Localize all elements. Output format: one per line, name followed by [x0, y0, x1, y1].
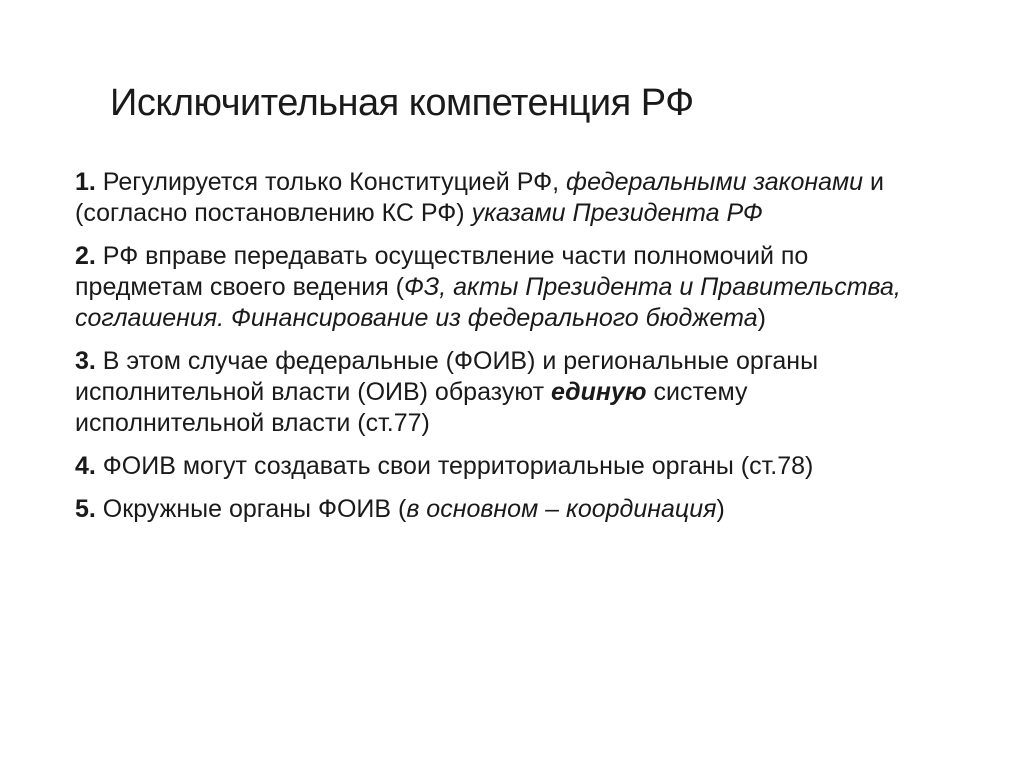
point-1	[75, 167, 935, 229]
point-emphasis: ФЗ, акты Президента и Правительства, соглашения. Финансирование из федерального бюджета	[75, 273, 901, 332]
points-list	[75, 167, 935, 537]
point-emphasis: в основном – координация	[406, 495, 717, 523]
point-emphasis: указами Президента РФ	[471, 199, 763, 227]
point-strong-emphasis: единую	[550, 378, 647, 406]
point-5	[75, 494, 935, 525]
point-text: Окружные органы ФОИВ (	[95, 495, 407, 523]
point-text: В этом случае федеральные (ФОИВ) и региональные органы исполнительной власти (ОИВ) образуют	[75, 347, 819, 406]
point-2	[75, 241, 935, 334]
point-text: систему исполнительной власти (ст.77)	[75, 378, 748, 437]
point-text: РФ вправе передавать осуществление части полномочий по предметам своего ведения (	[75, 242, 809, 301]
point-text: )	[757, 304, 766, 332]
point-text: Регулируется только Конституцией РФ,	[95, 168, 566, 196]
point-text: ФОИВ могут создавать свои территориальные органы (ст.78)	[95, 452, 814, 480]
point-number: 4.	[75, 452, 96, 480]
point-number: 3.	[75, 347, 96, 375]
point-number: 2.	[75, 242, 96, 270]
point-text: и (согласно постановлению КС РФ)	[75, 168, 885, 227]
point-3	[75, 346, 935, 439]
point-text: )	[716, 495, 725, 523]
point-number: 5.	[75, 495, 96, 523]
slide-title: Исключительная компетенция РФ	[110, 82, 694, 124]
point-4	[75, 451, 935, 482]
point-number: 1.	[75, 168, 96, 196]
point-emphasis: федеральными законами	[566, 168, 864, 196]
